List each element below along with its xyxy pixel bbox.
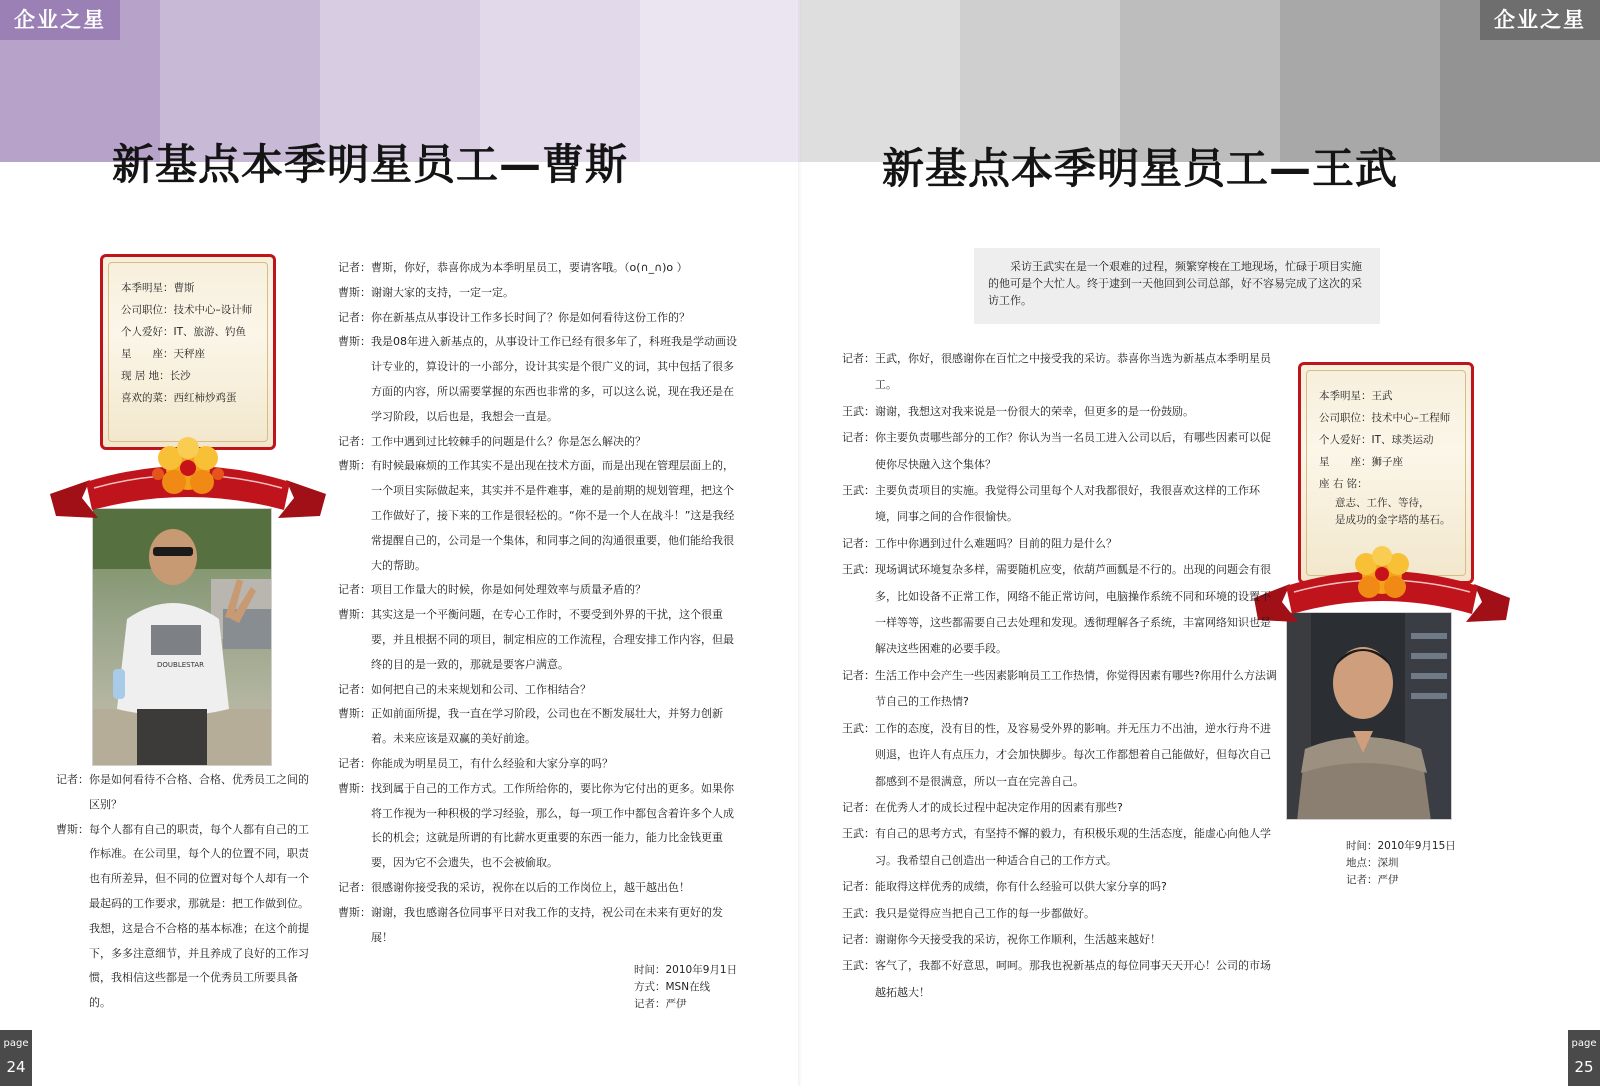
qa-speaker: 记者：: [338, 583, 371, 597]
qa-speaker: 王武：: [842, 906, 875, 920]
qa-speaker: 记者：: [842, 932, 875, 946]
qa-text: 项目工作量大的时候，你是如何处理效率与质量矛盾的？: [371, 583, 646, 597]
qa-item: [842, 531, 1278, 557]
qa-text: 找到属于自己的工作方式。工作所给你的，要比你为它付出的更多。如果你将工作视为一种积极的学习经验，那么，每一项工作中都包含着许多个人成长的机会；这就是所谓的有比薪水更重要的东西一能力，能力比金钱更重要，因为它不会遗失，也不会被偷取。: [371, 781, 734, 870]
qa-item: [842, 346, 1278, 399]
qa-item: [842, 716, 1278, 795]
profile-row: [121, 277, 259, 299]
qa-speaker: 曹斯：: [338, 608, 371, 622]
qa-item: [338, 876, 738, 901]
profile-key: 星 座：: [1319, 456, 1372, 468]
meta-time: 时间：2010年9月15日: [1346, 840, 1456, 852]
profile-value: 西红柿炒鸡蛋: [173, 392, 237, 404]
profile-row: [121, 299, 259, 321]
qa-text: 谢谢你今天接受我的采访，祝你工作顺利，生活越来越好！: [875, 932, 1161, 946]
page-word: page: [1571, 1038, 1597, 1049]
qa-speaker: 曹斯：: [56, 822, 89, 836]
page-number-tab: [0, 1030, 32, 1086]
profile-key: 座 右 铭：: [1319, 478, 1368, 490]
interview-meta: [1346, 838, 1456, 889]
qa-item: [338, 702, 738, 752]
profile-motto: [1319, 495, 1457, 529]
profile-key: 本季明星：: [1319, 390, 1372, 402]
qa-speaker: 王武：: [842, 721, 875, 735]
qa-text: 谢谢大家的支持，一定一定。: [371, 285, 514, 299]
profile-row: [121, 365, 259, 387]
qa-speaker: 记者：: [338, 756, 371, 770]
qa-speaker: 记者：: [842, 880, 875, 894]
page-right: [800, 0, 1600, 1086]
qa-speaker: 记者：: [338, 310, 371, 324]
profile-value: IT、球类运动: [1371, 434, 1434, 446]
qa-item: [842, 663, 1278, 716]
qa-item: [842, 821, 1278, 874]
qa-speaker: 曹斯：: [338, 459, 371, 473]
interview-qa-main: [338, 256, 738, 950]
qa-text: 你主要负责哪些部分的工作？你认为当一名员工进入公司以后，有哪些因素可以促使你尽快融入这个集体？: [875, 431, 1271, 471]
page-title: 新基点本季明星员工—王武: [882, 144, 1399, 193]
profile-list: [1319, 385, 1457, 495]
ribbon-flower-decoration: [46, 432, 330, 532]
section-brand-label: 企业之星: [1480, 0, 1600, 40]
qa-text: 工作中遇到过比较棘手的问题是什么？你是怎么解决的？: [371, 434, 646, 448]
qa-text: 生活工作中会产生一些因素影响员工工作热情，你觉得因素有哪些?你用什么方法调节自己的工作热情?: [875, 668, 1277, 709]
qa-text: 谢谢，我也感谢各位同事平日对我工作的支持，祝公司在未来有更好的发展！: [371, 905, 723, 944]
profile-key: 本季明星：: [121, 282, 174, 294]
qa-speaker: 王武：: [842, 827, 875, 841]
profile-row: [121, 387, 259, 409]
qa-text: 工作中你遇到过什么难题吗？目前的阻力是什么？: [875, 536, 1117, 550]
qa-item: [842, 874, 1278, 900]
qa-speaker: 王武：: [842, 404, 875, 418]
employee-photo-illustration: [1287, 613, 1452, 820]
qa-item: [56, 768, 312, 818]
qa-text: 正如前面所提，我一直在学习阶段，公司也在不断发展壮大，并努力创新着。未来应该是双赢的美好前途。: [371, 707, 723, 746]
interview-qa: [842, 346, 1278, 1006]
qa-text: 在优秀人才的成长过程中起决定作用的因素有那些?: [875, 800, 1123, 814]
profile-list: [121, 277, 259, 409]
qa-text: 我只是觉得应当把自己工作的每一步都做好。: [875, 906, 1095, 920]
profile-key: 公司职位：: [121, 304, 174, 316]
page-word: page: [3, 1038, 29, 1049]
qa-item: [842, 557, 1278, 663]
profile-value: 长沙: [169, 370, 191, 382]
qa-item: [338, 454, 738, 578]
profile-row: [1319, 429, 1457, 451]
qa-speaker: 曹斯：: [338, 781, 371, 795]
meta-location: 地点：深圳: [1346, 857, 1399, 869]
section-brand-label: 企业之星: [0, 0, 120, 40]
qa-item: [842, 399, 1278, 425]
qa-speaker: 记者：: [842, 800, 875, 814]
meta-method: 方式：MSN在线: [634, 981, 711, 993]
svg-text:DOUBLESTAR: DOUBLESTAR: [157, 661, 204, 669]
qa-speaker: 记者：: [842, 536, 875, 550]
qa-speaker: 曹斯：: [338, 285, 371, 299]
qa-item: [56, 818, 312, 1016]
qa-text: 你是如何看待不合格、合格、优秀员工之间的区别？: [89, 773, 309, 811]
qa-speaker: 记者：: [338, 682, 371, 696]
motto-line: 意志、工作、等待，: [1335, 497, 1430, 509]
qa-item: [338, 752, 738, 777]
intro-box: 采访王武实在是一个艰难的过程，频繁穿梭在工地现场，忙碌于项目实施的他可是个大忙人。终于逮到一天他回到公司总部，好不容易完成了这次的采访工作。: [974, 248, 1380, 324]
qa-text: 如何把自己的未来规划和公司、工作相结合？: [371, 682, 591, 696]
qa-text: 工作的态度，没有目的性，及容易受外界的影响。并无压力不出油，逆水行舟不进则退，也许人有点压力，才会加快脚步。每次工作都想着自己能做好，但每次自己都感到不是很满意，所以一直在完善自己。: [875, 721, 1271, 788]
motto-line: 是成功的金字塔的基石。: [1335, 514, 1451, 526]
qa-speaker: 王武：: [842, 563, 875, 577]
qa-text: 王武，你好，很感谢你在百忙之中接受我的采访。恭喜你当选为新基点本季明星员工。: [875, 352, 1271, 392]
qa-item: [338, 430, 738, 455]
profile-card: [100, 254, 276, 450]
qa-text: 你能成为明星员工，有什么经验和大家分享的吗？: [371, 756, 613, 770]
profile-value: 狮子座: [1371, 456, 1403, 468]
profile-row: [1319, 451, 1457, 473]
profile-value: IT、旅游、钓鱼: [173, 326, 247, 338]
qa-item: [842, 425, 1278, 478]
header-band: [640, 0, 800, 162]
qa-item: [842, 795, 1278, 821]
qa-text: 现场调试环境复杂多样，需要随机应变，依葫芦画瓢是不行的。出现的问题会有很多，比如设备不正常工作，网络不能正常访问，电脑操作系统不同和环境的设置不一样等等，这些都需要自己去处理和发现。透彻理解各子系统，丰富网络知识也是解决这些困难的必要手段。: [875, 563, 1271, 656]
qa-item: [842, 953, 1278, 1006]
qa-speaker: 曹斯：: [338, 335, 371, 349]
qa-speaker: 王武：: [842, 484, 875, 498]
page-number: 24: [6, 1058, 26, 1076]
profile-value: 技术中心–设计师: [173, 304, 253, 316]
qa-item: [338, 281, 738, 306]
qa-item: [338, 330, 738, 429]
qa-item: [842, 927, 1278, 953]
profile-row: [121, 343, 259, 365]
qa-text: 你在新基点从事设计工作多长时间了？你是如何看待这份工作的？: [371, 310, 690, 324]
qa-text: 客气了，我都不好意思，呵呵。那我也祝新基点的每位同事天天开心！公司的市场越拓越大！: [875, 959, 1271, 999]
qa-text: 很感谢你接受我的采访，祝你在以后的工作岗位上，越干越出色！: [371, 880, 690, 894]
employee-photo: [1286, 612, 1452, 820]
profile-key: 现 居 地：: [121, 370, 170, 382]
qa-speaker: 记者：: [56, 773, 89, 786]
profile-value: 王武: [1371, 390, 1393, 402]
profile-key: 个人爱好：: [1319, 434, 1372, 446]
profile-row: [1319, 407, 1457, 429]
qa-text: 每个人都有自己的职责，每个人都有自己的工作标准。在公司里，每个人的位置不同，职责也有所差异，但不同的位置对每个人却有一个最起码的工作要求，那就是：把工作做到位。我想，这是合不合格的基本标准；在这个前提下，多多注意细节，并且养成了良好的工作习惯，我相信这些都是一个优秀员工所要具备的。: [89, 822, 309, 1010]
profile-value: 天秤座: [173, 348, 205, 360]
qa-item: [842, 478, 1278, 531]
qa-text: 能取得这样优秀的成绩，你有什么经验可以供大家分享的吗?: [875, 880, 1167, 894]
page-gutter: [798, 0, 802, 1086]
qa-item: [338, 578, 738, 603]
qa-speaker: 曹斯：: [338, 905, 371, 919]
qa-text: 谢谢，我想这对我来说是一份很大的荣幸，但更多的是一份鼓励。: [875, 404, 1194, 418]
qa-item: [842, 901, 1278, 927]
qa-speaker: 记者：: [842, 668, 875, 682]
interview-qa-side: [56, 768, 312, 1016]
qa-text: 我是08年进入新基点的，从事设计工作已经有很多年了，科班我是学动画设计专业的，算设计的一小部分，设计其实是个很广义的词，其中包括了很多方面的内容，所以需要掌握的东西也非常的多，可以这么说，现在我还是在学习阶段，以后也是，我想会一直是。: [371, 335, 737, 423]
qa-item: [338, 256, 738, 281]
qa-speaker: 曹斯：: [338, 707, 371, 721]
profile-key: 星 座：: [121, 348, 174, 360]
profile-key: 个人爱好：: [121, 326, 174, 338]
qa-item: [338, 678, 738, 703]
meta-time: 时间：2010年9月1日: [634, 964, 738, 976]
page-number: 25: [1574, 1058, 1594, 1076]
qa-text: 有自己的思考方式，有坚持不懈的毅力，有积极乐观的生活态度，能虚心向他人学习。我希望自己创造出一种适合自己的工作方式。: [875, 827, 1271, 867]
qa-speaker: 记者：: [842, 431, 875, 445]
qa-speaker: 记者：: [338, 880, 371, 894]
qa-item: [338, 901, 738, 951]
qa-speaker: 记者：: [842, 352, 875, 365]
employee-photo: [92, 508, 272, 766]
qa-item: [338, 603, 738, 677]
qa-text: 有时候最麻烦的工作其实不是出现在技术方面，而是出现在管理层面上的，一个项目实际做起来，其实并不是件难事，难的是前期的规划管理，把这个工作做好了，接下来的工作是很轻松的。“你不是一个人在战斗！”这是我经常提醒自己的，公司是一个集体，和同事之间的沟通很重要，他们能给我很大的帮助。: [371, 459, 735, 572]
qa-speaker: 记者：: [338, 261, 371, 274]
qa-text: 主要负责项目的实施。我觉得公司里每个人对我都很好，我很喜欢这样的工作环境，同事之间的合作很愉快。: [875, 484, 1260, 524]
meta-reporter: 记者：严伊: [1346, 874, 1399, 886]
qa-speaker: 记者：: [338, 434, 371, 448]
ribbon-flower-decoration: [1250, 540, 1514, 636]
profile-row: [1319, 473, 1457, 495]
qa-speaker: 王武：: [842, 959, 875, 973]
qa-item: [338, 777, 738, 876]
page-title: 新基点本季明星员工—曹斯: [112, 140, 629, 189]
page-number-tab: [1568, 1030, 1600, 1086]
qa-item: [338, 306, 738, 331]
profile-value: 曹斯: [173, 282, 195, 294]
qa-text: 其实这是一个平衡问题，在专心工作时，不要受到外界的干扰，这个很重要，并且根据不同的项目，制定相应的工作流程，合理安排工作内容，但最终的目的是一致的，那就是要客户满意。: [371, 608, 734, 671]
profile-row: [121, 321, 259, 343]
profile-key: 公司职位：: [1319, 412, 1372, 424]
profile-key: 喜欢的菜：: [121, 392, 174, 404]
profile-value: 技术中心–工程师: [1371, 412, 1451, 424]
qa-text: 曹斯，你好，恭喜你成为本季明星员工，要请客哦。（o(∩_∩)o ）: [371, 261, 688, 274]
interview-meta: [634, 962, 737, 1013]
employee-photo-illustration: [93, 509, 272, 766]
meta-reporter: 记者：严伊: [634, 998, 687, 1010]
profile-row: [1319, 385, 1457, 407]
